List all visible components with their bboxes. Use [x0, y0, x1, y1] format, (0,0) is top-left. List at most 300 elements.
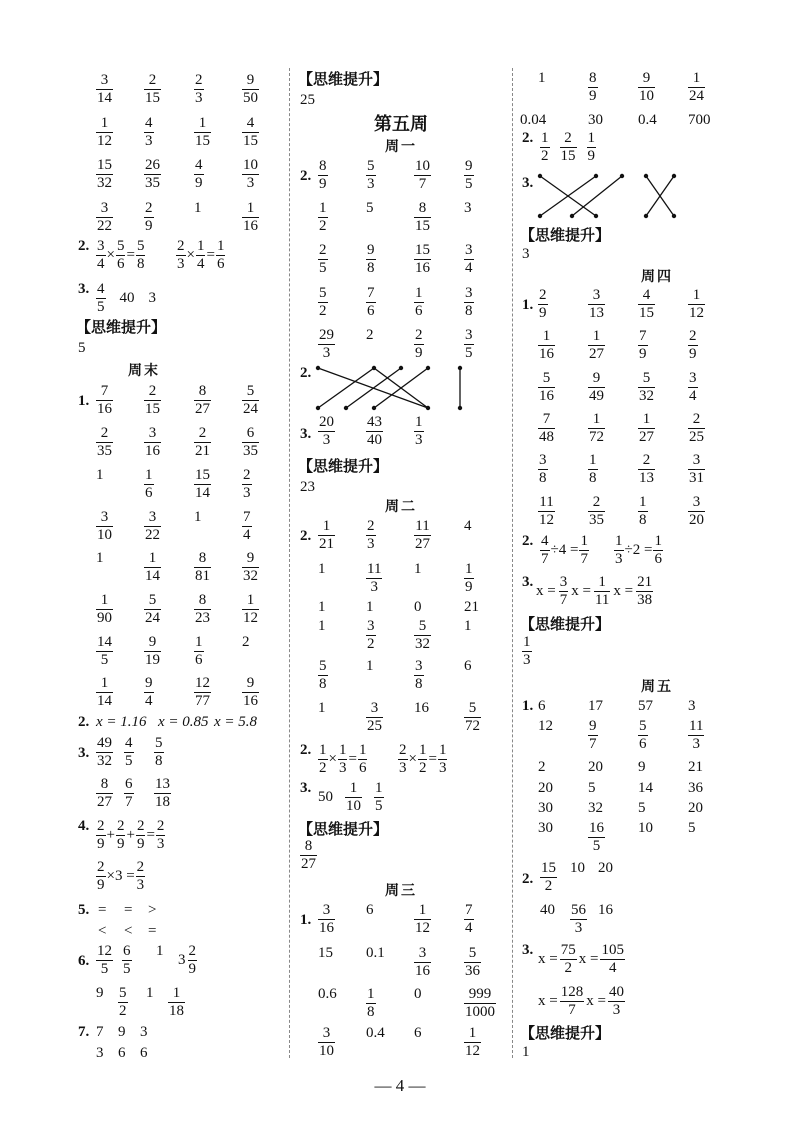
answer-cell [154, 735, 164, 771]
numerator: 2 [560, 130, 577, 148]
fraction [414, 945, 431, 981]
answer-cell [194, 675, 211, 711]
answer-item [366, 285, 376, 321]
numerator: 4 [144, 115, 154, 133]
fraction [242, 115, 259, 151]
answer-item [638, 800, 646, 817]
answer-text: 1 [156, 943, 164, 960]
answer-cell [318, 599, 326, 616]
answer-item [194, 115, 211, 151]
answer-item [366, 158, 376, 194]
think-label: 【思维提升】 [298, 822, 389, 838]
answer-text: x = [536, 583, 556, 600]
numerator: 3 [588, 287, 605, 305]
answer-text: 6 [118, 1045, 126, 1061]
numerator: 4 [96, 281, 106, 299]
numerator: 4 [124, 735, 134, 753]
denominator: 49 [589, 388, 604, 405]
answer-text: 16 [598, 902, 613, 919]
expression [540, 130, 606, 166]
answer-item [242, 115, 259, 151]
fraction [538, 328, 555, 364]
answer-item [638, 411, 655, 447]
fraction [96, 238, 106, 274]
answer-cell [242, 425, 259, 461]
denominator: 5 [592, 838, 601, 855]
fraction [96, 115, 113, 151]
numerator: 13 [154, 776, 171, 794]
numerator: 3 [414, 658, 424, 676]
answer-item [464, 986, 496, 1022]
numerator: 7 [366, 285, 376, 303]
answer-item [559, 574, 569, 610]
answer-item [136, 859, 146, 895]
answer-cell [464, 285, 474, 321]
numerator: 3 [538, 452, 548, 470]
fraction [318, 200, 328, 236]
fraction [414, 618, 431, 654]
numerator: 2 [194, 72, 204, 90]
denominator: 23 [195, 610, 210, 627]
denominator: 3 [338, 760, 347, 777]
answer-item [154, 735, 164, 771]
numerator: 1 [414, 902, 431, 920]
denominator: 16 [415, 260, 430, 277]
numerator: 5 [538, 370, 555, 388]
answer-item [540, 533, 550, 569]
answer-item [96, 634, 113, 670]
answer-text: 10 [638, 820, 653, 837]
answer-cell [588, 698, 603, 715]
denominator: 1000 [465, 1004, 495, 1021]
answer-item [464, 242, 474, 278]
fraction [194, 157, 204, 193]
answer-cell [124, 776, 134, 812]
fraction [588, 718, 598, 754]
answer-cell [242, 467, 252, 503]
answer-cell [638, 452, 655, 488]
answer-item [366, 599, 374, 616]
answer-cell [96, 985, 104, 1002]
answer-item [144, 675, 154, 711]
answer-text: x = [571, 583, 591, 600]
answer-text: + [126, 827, 135, 844]
numerator: 3 [688, 370, 698, 388]
answer-item [414, 945, 431, 981]
answer-item [318, 242, 328, 278]
answer-item [136, 238, 146, 274]
answer-cell [366, 561, 382, 597]
answer-item [464, 700, 481, 736]
numerator: 9 [588, 718, 598, 736]
answer-item [414, 327, 424, 363]
fraction [96, 383, 113, 419]
answer-cell [464, 1025, 481, 1061]
fraction [136, 859, 146, 895]
answer-cell [414, 1025, 422, 1042]
denominator: 32 [97, 175, 112, 192]
expression [96, 859, 146, 895]
fraction [338, 742, 348, 778]
answer-item [156, 818, 166, 854]
fraction [540, 533, 550, 569]
answer-text: 14 [638, 780, 653, 797]
answer-text: 36 [688, 780, 703, 797]
answer-item [464, 902, 474, 938]
answer-item [329, 751, 337, 768]
fraction [96, 634, 113, 670]
answer-item [414, 599, 422, 616]
question-number: 2. [78, 238, 90, 254]
fraction [588, 287, 605, 323]
numerator: 1 [588, 452, 598, 470]
answer-item [318, 618, 326, 635]
answer-item [116, 818, 126, 854]
question-number: 3. [78, 745, 90, 761]
answer-text: 1 [538, 70, 546, 87]
fraction [414, 518, 431, 554]
denominator: 14 [97, 693, 112, 710]
answer-item [96, 157, 113, 193]
answer-cell [588, 70, 598, 106]
numerator: 10 [242, 157, 259, 175]
fraction [538, 452, 548, 488]
fraction [96, 72, 113, 108]
answer-text: x = [538, 993, 558, 1010]
answer-cell [318, 327, 335, 363]
denominator: 24 [243, 401, 258, 418]
denominator: 8 [155, 753, 163, 770]
fraction [636, 574, 653, 610]
fraction [96, 776, 113, 812]
numerator: 26 [144, 157, 161, 175]
numerator: 3 [366, 618, 376, 636]
denominator: 27 [195, 401, 210, 418]
numerator: 1 [464, 1025, 481, 1043]
expression [318, 742, 368, 778]
answer-item [144, 115, 154, 151]
fraction [414, 200, 431, 236]
denominator: 19 [145, 652, 160, 669]
think-label: 【思维提升】 [76, 320, 167, 336]
answer-text: 2 [366, 327, 374, 344]
answer-text: 1 [464, 618, 472, 635]
answer-item [538, 287, 548, 323]
answer-item [120, 290, 135, 307]
numerator: 1 [588, 411, 605, 429]
answer-item [414, 986, 422, 1003]
answer-cell [464, 986, 496, 1022]
fraction [242, 383, 259, 419]
answer-cell [96, 383, 113, 419]
answer-item [116, 238, 126, 274]
answer-cell [366, 1025, 385, 1042]
answer-item [409, 751, 417, 768]
answer-cell [414, 986, 422, 1003]
answer-cell [638, 494, 648, 530]
numerator: 5 [154, 735, 164, 753]
numerator: 128 [560, 984, 585, 1002]
question-number: 3. [300, 426, 312, 442]
numerator: 1 [638, 411, 655, 429]
answer-cell [414, 285, 424, 321]
denominator: 48 [539, 429, 554, 446]
answer-text: 1 [194, 509, 202, 526]
answer-item [366, 945, 385, 962]
answer-cell [414, 518, 431, 554]
answer-item [538, 800, 553, 817]
answer-cell [464, 327, 474, 363]
numerator: 3 [559, 574, 569, 592]
denominator: 5 [100, 652, 109, 669]
answer-item [598, 902, 613, 919]
fraction [464, 561, 474, 597]
numerator: 1 [242, 592, 259, 610]
answer-text: 9 [96, 985, 104, 1002]
answer-cell [588, 452, 598, 488]
answer-item [318, 200, 328, 236]
fraction [196, 238, 206, 274]
answer-cell [540, 860, 557, 896]
denominator: 13 [639, 470, 654, 487]
numerator: 8 [194, 383, 211, 401]
answer-item [242, 509, 252, 545]
fraction [144, 592, 161, 628]
answer-item [242, 200, 259, 236]
answer-item [414, 561, 422, 578]
numerator: 5 [638, 370, 655, 388]
fraction [688, 452, 705, 488]
expression [318, 780, 396, 816]
answer-text: × [328, 751, 337, 768]
answer-item [96, 818, 106, 854]
answer-item [571, 583, 591, 600]
answer-cell [318, 658, 328, 694]
answer-cell [638, 759, 646, 776]
answer-cell [96, 550, 104, 567]
think-answer [522, 634, 532, 670]
section-title: 周末 [128, 364, 160, 379]
fraction [638, 494, 648, 530]
numerator: 1 [96, 675, 113, 693]
denominator: 12 [97, 133, 112, 150]
answer-item [318, 1025, 335, 1061]
column-1 [0, 0, 288, 1060]
denominator: 5 [97, 299, 105, 316]
denominator: 8 [367, 260, 375, 277]
denominator: 9 [589, 88, 597, 105]
question-number: 2. [522, 130, 534, 146]
fraction [144, 509, 161, 545]
fraction [124, 735, 134, 771]
answer-cell [538, 820, 553, 837]
answer-item [146, 985, 154, 1002]
answer-item [366, 518, 376, 554]
think-label: 【思维提升】 [520, 1026, 611, 1042]
answer-text: 2 [538, 759, 546, 776]
denominator: 10 [319, 1043, 334, 1060]
think-label: 【思维提升】 [298, 72, 389, 88]
answer-item [540, 902, 555, 919]
answer-cell [144, 425, 161, 461]
fraction [144, 72, 161, 108]
answer-text: × [408, 751, 417, 768]
numerator: 1 [614, 533, 624, 551]
fraction [96, 818, 106, 854]
answer-item [538, 70, 546, 87]
numerator: 11 [688, 718, 704, 736]
fraction [588, 452, 598, 488]
numerator: 5 [118, 985, 128, 1003]
answer-item [536, 583, 556, 600]
numerator: 1 [587, 130, 597, 148]
answer-item [464, 158, 474, 194]
answer-cell [464, 561, 474, 597]
numerator: 8 [194, 550, 211, 568]
answer-item [345, 780, 362, 816]
denominator: 8 [539, 470, 547, 487]
denominator: 9 [195, 175, 203, 192]
answer-item [136, 818, 146, 854]
answer-cell [96, 735, 113, 771]
numerator: 15 [194, 467, 211, 485]
answer-cell [96, 157, 113, 193]
answer-item [366, 902, 374, 919]
question-number: 2. [522, 533, 534, 549]
answer-cell [598, 902, 613, 919]
fraction [318, 414, 335, 450]
numerator: 1 [418, 742, 428, 760]
answer-text: 40 [119, 290, 135, 307]
fraction [414, 414, 424, 450]
answer-text: 1 [318, 700, 326, 717]
numerator: 1 [318, 518, 335, 536]
answer-cell [146, 985, 154, 1002]
answer-item [96, 200, 113, 236]
numerator: 1 [345, 780, 362, 798]
answer-item [194, 425, 211, 461]
answer-cell [638, 718, 648, 754]
fraction [588, 820, 605, 856]
numerator: 1 [96, 592, 113, 610]
numerator: 1 [438, 742, 448, 760]
answer-item [366, 414, 383, 450]
fraction [144, 550, 161, 586]
numerator: 16 [588, 820, 605, 838]
fraction [136, 238, 146, 274]
numerator: 1 [196, 238, 206, 256]
answer-cell [96, 592, 113, 628]
answer-item [428, 751, 436, 768]
question-number: 2. [300, 742, 312, 758]
fraction [136, 818, 146, 854]
fraction [464, 700, 481, 736]
fraction [414, 158, 431, 194]
answer-cell [366, 327, 374, 344]
denominator: 15 [145, 90, 160, 107]
answer-item [318, 327, 335, 363]
think-label: 【思维提升】 [298, 459, 389, 475]
answer-text: 32 [588, 800, 603, 817]
question-number: 5. [78, 902, 90, 918]
answer-text: 3 [96, 1045, 104, 1061]
fraction [96, 157, 113, 193]
numerator: 6 [242, 425, 259, 443]
numerator: 2 [144, 383, 161, 401]
fraction [144, 467, 154, 503]
numerator: 12 [96, 943, 113, 961]
answer-item [418, 742, 428, 778]
answer-item [144, 425, 161, 461]
answer-cell [318, 986, 337, 1003]
fraction [318, 1025, 335, 1061]
numerator: 11 [366, 561, 382, 579]
answer-item [318, 902, 335, 938]
numerator: 10 [414, 158, 431, 176]
numerator: 1 [194, 115, 211, 133]
answer-item [538, 951, 558, 968]
denominator: 2 [319, 218, 327, 235]
numerator: 21 [636, 574, 653, 592]
denominator: 2 [119, 1003, 127, 1020]
fraction [398, 742, 408, 778]
answer-text: ÷4 = [550, 542, 579, 559]
answer-item [638, 780, 653, 797]
answer-cell [168, 985, 185, 1021]
numerator: 5 [136, 238, 146, 256]
comparison-sign: = [148, 923, 157, 939]
answer-cell [414, 618, 431, 654]
answer-cell [414, 658, 424, 694]
fraction [608, 984, 625, 1020]
denominator: 16 [319, 920, 334, 937]
fraction [345, 780, 362, 816]
fraction [414, 327, 424, 363]
denominator: 15 [415, 218, 430, 235]
answer-cell [242, 115, 259, 151]
answer-cell [122, 943, 132, 979]
answer-cell [242, 675, 259, 711]
fraction [560, 130, 577, 166]
answer-item [588, 718, 598, 754]
denominator: 24 [689, 88, 704, 105]
answer-cell [194, 509, 202, 526]
numerator: 1 [194, 634, 204, 652]
numerator: 5 [366, 158, 376, 176]
comparison-sign: > [148, 902, 157, 918]
fraction [144, 115, 154, 151]
answer-item [638, 328, 648, 364]
week-title: 第五周 [374, 114, 428, 134]
answer-text: 20 [588, 759, 603, 776]
question-number: 4. [78, 818, 90, 834]
denominator: 36 [465, 963, 480, 980]
answer-cell [538, 328, 555, 364]
numerator: 11 [538, 494, 555, 512]
denominator: 3 [322, 345, 331, 362]
answer-text: 0.1 [366, 945, 385, 962]
answer-item [96, 859, 106, 895]
fraction [144, 675, 154, 711]
matching-lines [538, 174, 678, 220]
answer-cell [588, 328, 605, 364]
answer-text: × [106, 247, 115, 264]
answer-cell [366, 986, 376, 1022]
numerator: 7 [96, 383, 113, 401]
denominator: 14 [195, 485, 210, 502]
answer-item [96, 675, 113, 711]
denominator: 13 [589, 305, 604, 322]
